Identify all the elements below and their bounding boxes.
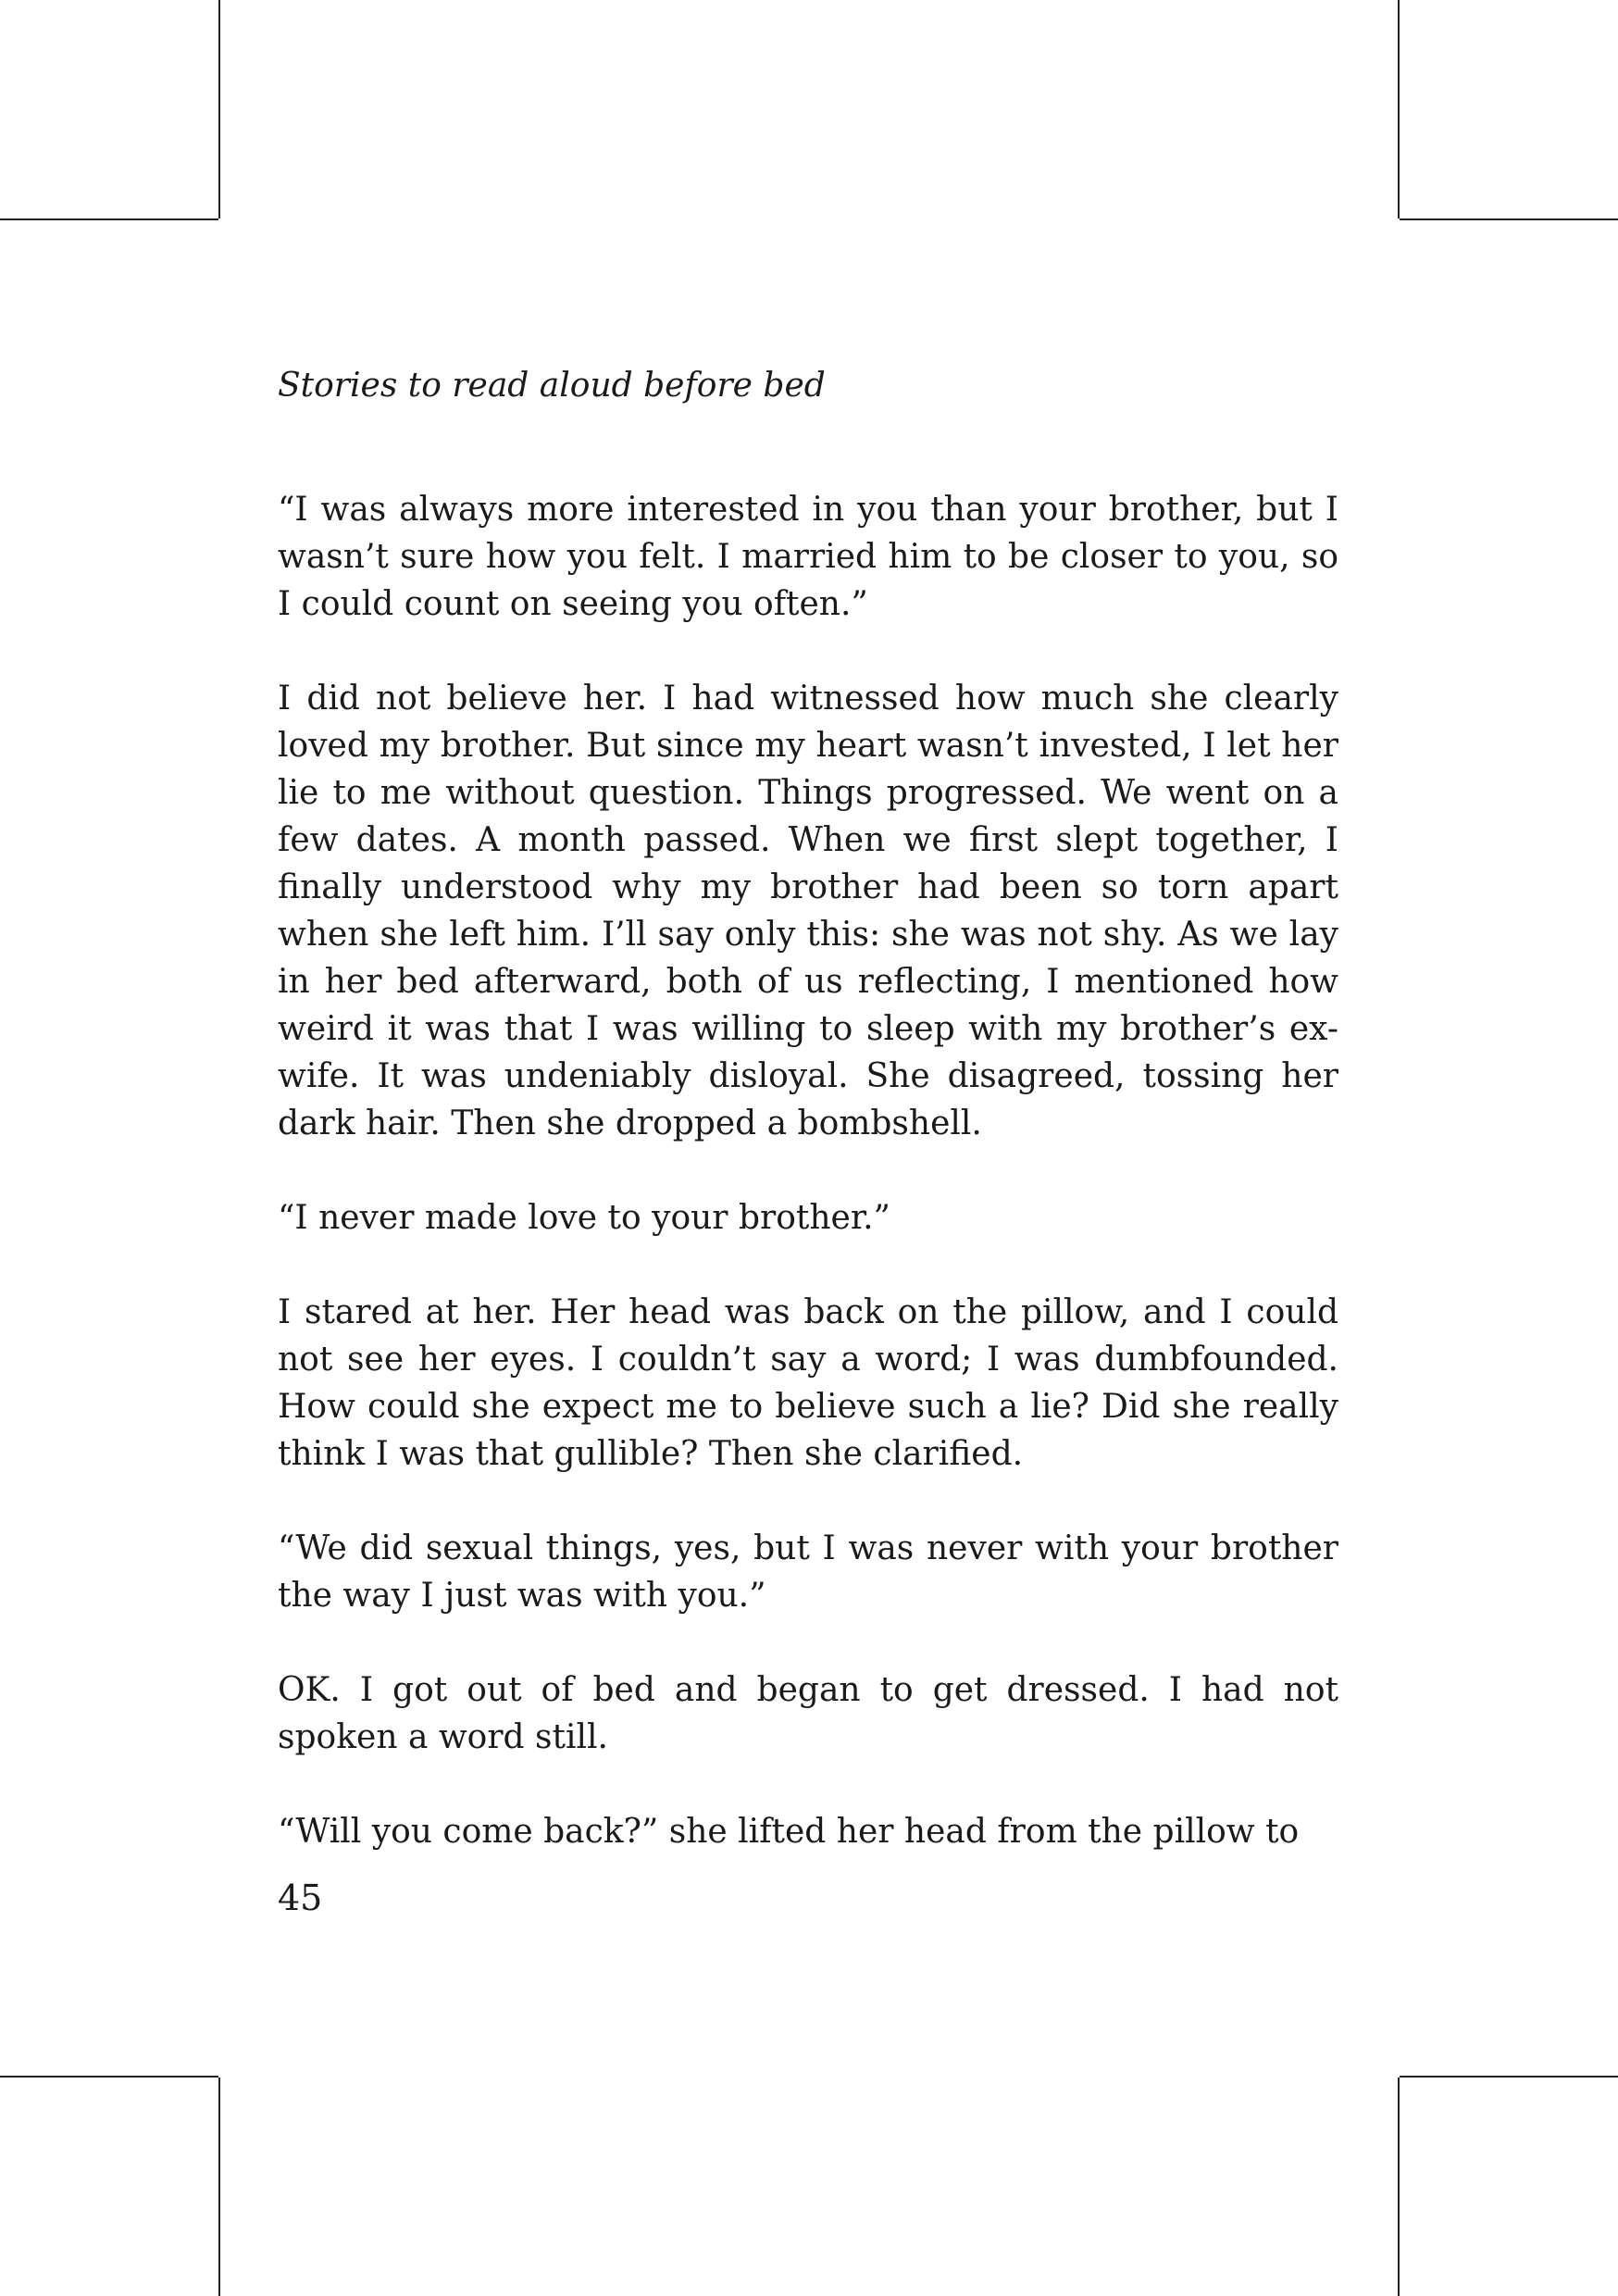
crop-mark-bottom-left-horizontal	[0, 2076, 218, 2078]
body-text	[278, 486, 1338, 1903]
crop-mark-top-right-horizontal	[1400, 218, 1618, 220]
paragraph: “I never made love to your brother.”	[278, 1199, 890, 1237]
paragraph: I did not believe her. I had witnessed how much she clearly loved my brother. But since my heart wasn’t invested, I let her lie to me without question. Things progressed. We went on a few dates. A month passed. When we first slept together, I finally understood why my brother had been so torn apart when she left him. I’ll say only this: she was not shy. As we lay in her bed afterward, both of us reflecting, I mentioned how weird it was that I was willing to sleep with my brother’s ex-wife. It was undeniably disloyal. She disagreed, tossing her dark hair. Then she dropped a bombshell.	[278, 680, 1338, 1142]
crop-mark-bottom-right-horizontal	[1400, 2076, 1618, 2078]
paragraph: I stared at her. Her head was back on the pillow, and I could not see her eyes. I couldn’t say a word; I was dumbfounded. How could she expect me to believe such a lie? Did she really think I was that gullible? Then she clarified.	[278, 1293, 1338, 1473]
crop-mark-top-left-vertical	[218, 0, 220, 218]
paragraph: OK. I got out of bed and began to get dressed. I had not spoken a word still.	[278, 1671, 1338, 1756]
paragraph: “We did sexual things, yes, but I was never with your brother the way I just was with you.”	[278, 1529, 1338, 1615]
crop-mark-bottom-left-vertical	[218, 2078, 220, 2296]
paragraph: “Will you come back?” she lifted her head from the pillow to	[278, 1813, 1300, 1851]
crop-mark-top-left-horizontal	[0, 218, 218, 220]
crop-mark-bottom-right-vertical	[1398, 2078, 1400, 2296]
running-header: Stories to read aloud before bed	[278, 367, 826, 405]
paragraph: “I was always more interested in you than your brother, but I wasn’t sure how you felt. I married him to be closer to you, so I could count on seeing you often.”	[278, 491, 1338, 623]
crop-mark-top-right-vertical	[1398, 0, 1400, 218]
page-number: 45	[278, 1878, 323, 1918]
